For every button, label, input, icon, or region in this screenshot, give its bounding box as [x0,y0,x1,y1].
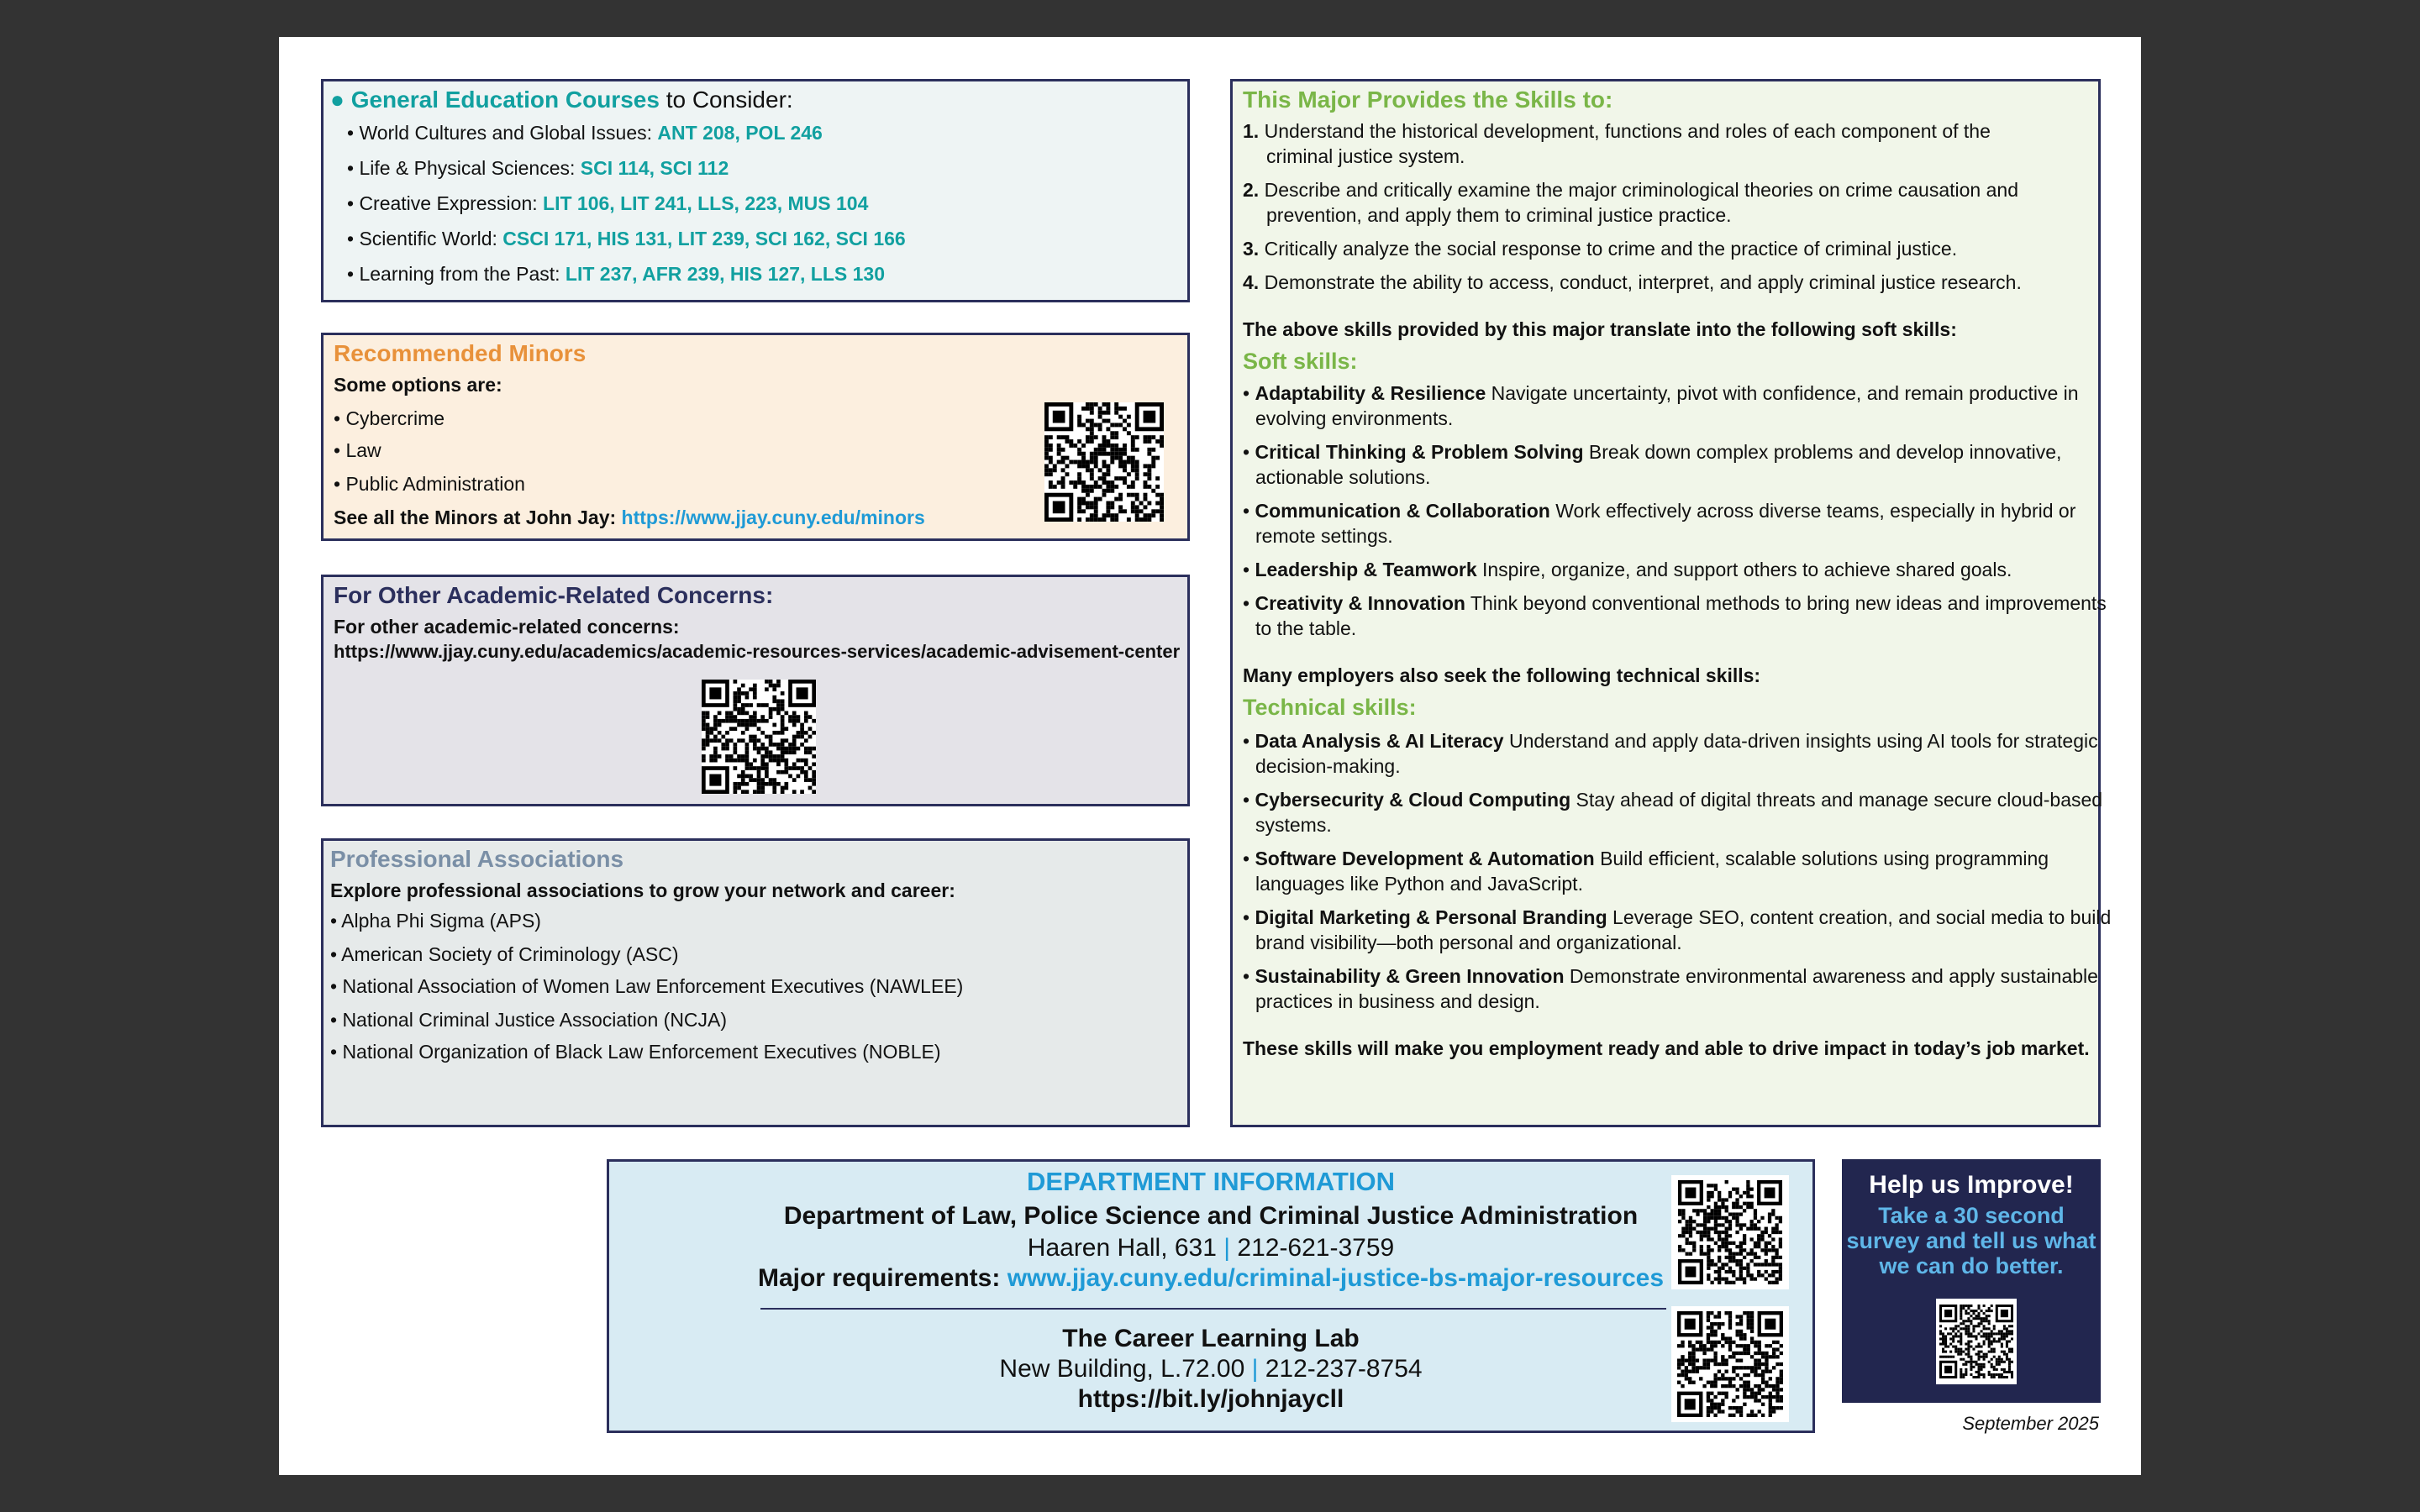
bullet-dot-icon: ● [330,87,345,113]
soft-skill-desc: Think beyond conventional methods to bring new ideas and improvements [1465,592,2107,614]
tech-skill-desc-cont: systems. [1255,814,1332,836]
tech-skill-desc: Stay ahead of digital threats and manage secure cloud-based [1570,789,2103,811]
gen-ed-item-label: • Learning from the Past: [347,263,566,285]
department-contact [609,1234,1812,1263]
skills-box [1230,79,2112,1127]
department-heading: DEPARTMENT INFORMATION [1027,1167,1395,1196]
department-location: Haaren Hall, 631 [1027,1234,1217,1262]
skill-text: Understand the historical development, functions and roles of each component of the [1264,120,1991,142]
survey-qr-code [1936,1299,2017,1384]
association-item: • National Association of Women Law Enforcement Executives (NAWLEE) [330,975,964,997]
gen-ed-item [347,228,906,250]
minors-qr-code [1044,402,1164,522]
tech-skill-desc: Build efficient, scalable solutions using programming [1594,848,2049,869]
minors-link[interactable]: https://www.jjay.cuny.edu/minors [621,507,925,528]
concerns-box [321,575,1190,806]
skills-title: This Major Provides the Skills to: [1243,87,1613,113]
soft-skill-name: Leadership & Teamwork [1255,559,1477,580]
tech-skill-desc: Understand and apply data-driven insights using AI tools for strategic [1503,730,2098,752]
soft-skills-title: Soft skills: [1243,349,1358,374]
skill-numbered-item [1243,238,1957,260]
gen-ed-box [321,79,1190,302]
gen-ed-item [347,157,729,180]
gen-ed-item [347,192,868,215]
skill-text-cont: criminal justice system. [1266,145,1465,167]
tech-skill-desc: Demonstrate environmental awareness and apply sustainable [1564,965,2098,987]
lab-name: The Career Learning Lab [1062,1325,1360,1352]
department-phone: 212-621-3759 [1237,1234,1395,1262]
gen-ed-heading [330,87,793,113]
minors-box [321,333,1190,541]
soft-skill-desc-cont: actionable solutions. [1255,466,1431,488]
tech-skill-name: Data Analysis & AI Literacy [1255,730,1504,752]
improve-title: Help us Improve! [1869,1171,2074,1199]
soft-skill-item: • Critical Thinking & Problem Solving Break down complex problems and develop innovative, [1243,441,2062,463]
tech-skill-desc-cont: practices in business and design. [1255,990,1540,1012]
association-item: • Alpha Phi Sigma (APS) [330,910,541,932]
concerns-link[interactable]: https://www.jjay.cuny.edu/academics/academic-resources-services/academic-advisement-center [334,641,1181,662]
gen-ed-item-label: • Life & Physical Sciences: [347,157,581,179]
skill-number: 1. [1243,120,1260,142]
tech-skill-desc: Leverage SEO, content creation, and social media to build [1607,906,2112,928]
tech-skill-item: • Software Development & Automation Build efficient, scalable solutions using programming [1243,848,2049,869]
gen-ed-item-courses: LIT 106, LIT 241, LLS, 223, MUS 104 [543,192,869,214]
tech-skill-name: Sustainability & Green Innovation [1255,965,1565,987]
lab-contact [609,1355,1812,1383]
soft-skill-item: • Leadership & Teamwork Inspire, organize, and support others to achieve shared goals. [1243,559,2012,580]
gen-ed-title-rest: to Consider: [666,87,793,113]
soft-skill-item: • Communication & Collaboration Work effectively across diverse teams, especially in hybrid or [1243,500,2076,522]
associations-subtitle: Explore professional associations to grow your network and career: [330,879,955,901]
concerns-subtitle: For other academic-related concerns: [334,616,680,638]
soft-skill-desc: Work effectively across diverse teams, especially in hybrid or [1549,500,2076,522]
minors-see-all-label: See all the Minors at John Jay: [334,507,622,528]
skill-text: Critically analyze the social response to crime and the practice of criminal justice. [1264,238,1958,260]
association-item: • National Criminal Justice Association (NCJA) [330,1009,728,1031]
lab-link[interactable]: https://bit.ly/johnjaycll [1077,1385,1344,1413]
concerns-qr-code [702,680,816,794]
gen-ed-item-courses: CSCI 171, HIS 131, LIT 239, SCI 162, SCI 166 [502,228,906,249]
soft-skill-item: • Creativity & Innovation Think beyond conventional methods to bring new ideas and improvements [1243,592,2107,614]
tech-skill-name: Digital Marketing & Personal Branding [1255,906,1607,928]
soft-skill-desc-cont: evolving environments. [1255,407,1454,429]
soft-skill-name: Creativity & Innovation [1255,592,1465,614]
association-item: • American Society of Criminology (ASC) [330,943,679,965]
soft-skill-desc: Inspire, organize, and support others to achieve shared goals. [1476,559,2012,580]
soft-skill-name: Adaptability & Resilience [1255,382,1486,404]
tech-skill-item: • Data Analysis & AI Literacy Understand and apply data-driven insights using AI tools for strategic [1243,730,2098,752]
gen-ed-item-courses: LIT 237, AFR 239, HIS 127, LLS 130 [565,263,886,285]
associations-title: Professional Associations [330,846,624,872]
lab-phone: 212-237-8754 [1265,1355,1423,1383]
gen-ed-item-label: • Creative Expression: [347,192,544,214]
gen-ed-item [347,122,823,144]
tech-skill-item: • Sustainability & Green Innovation Demonstrate environmental awareness and apply sustainable [1243,965,2098,987]
gen-ed-item [347,263,885,286]
skill-numbered-item [1243,271,2022,294]
tech-skill-desc-cont: languages like Python and JavaScript. [1255,873,1583,895]
separator: | [1244,1355,1265,1383]
soft-skill-name: Critical Thinking & Problem Solving [1255,441,1584,463]
lab-location: New Building, L.72.00 [999,1355,1245,1383]
tech-skill-item: • Cybersecurity & Cloud Computing Stay ahead of digital threats and manage secure cloud-based [1243,789,2103,811]
flyer-page [279,37,2141,1475]
minor-item: • Cybercrime [334,407,445,429]
improve-line: survey and tell us what [1846,1228,2096,1253]
gen-ed-item-courses: SCI 114, SCI 112 [580,157,729,179]
tech-skills-intro: Many employers also seek the following technical skills: [1243,664,1761,686]
gen-ed-item-label: • Scientific World: [347,228,503,249]
improve-line: we can do better. [1879,1253,2064,1278]
minors-title: Recommended Minors [334,340,587,366]
gen-ed-title: General Education Courses [350,87,660,113]
soft-skill-name: Communication & Collaboration [1255,500,1550,522]
date-label: September 2025 [1962,1413,2099,1434]
skill-number: 3. [1243,238,1260,260]
tech-skill-name: Cybersecurity & Cloud Computing [1255,789,1571,811]
skill-text: Demonstrate the ability to access, conduct, interpret, and apply criminal justice research. [1264,271,2022,293]
skill-numbered-item [1243,120,1991,143]
soft-skill-desc: Navigate uncertainty, pivot with confidence, and remain productive in [1486,382,2079,404]
tech-skill-name: Software Development & Automation [1255,848,1595,869]
department-qr-code [1671,1175,1789,1289]
major-req-link[interactable]: www.jjay.cuny.edu/criminal-justice-bs-major-resources [1007,1264,1665,1292]
soft-skill-desc-cont: to the table. [1255,617,1357,639]
gen-ed-item-label: • World Cultures and Global Issues: [347,122,658,144]
skill-text: Describe and critically examine the major criminological theories on crime causation and [1264,179,2018,201]
minors-see-all [334,507,925,529]
lab-qr-code [1671,1306,1789,1422]
soft-skill-item: • Adaptability & Resilience Navigate uncertainty, pivot with confidence, and remain productive in [1243,382,2079,404]
minors-subtitle: Some options are: [334,374,502,396]
tech-skill-desc-cont: decision-making. [1255,755,1401,777]
divider [760,1308,1666,1310]
gen-ed-item-courses: ANT 208, POL 246 [657,122,823,144]
improve-line: Take a 30 second [1878,1203,2065,1228]
minor-item: • Law [334,439,381,461]
tech-skill-item: • Digital Marketing & Personal Branding Leverage SEO, content creation, and social media to build [1243,906,2112,928]
concerns-title: For Other Academic-Related Concerns: [334,582,774,608]
soft-skills-intro: The above skills provided by this major translate into the following soft skills: [1243,318,1957,340]
department-name: Department of Law, Police Science and Criminal Justice Administration [783,1202,1639,1230]
tech-skills-title: Technical skills: [1243,695,1417,720]
separator: | [1216,1234,1238,1262]
association-item: • National Organization of Black Law Enforcement Executives (NOBLE) [330,1041,941,1063]
minor-item: • Public Administration [334,473,525,495]
department-box [607,1159,1815,1433]
tech-skill-desc-cont: brand visibility—both personal and organizational. [1255,932,1682,953]
major-requirements [609,1264,1812,1293]
major-req-label: Major requirements: [757,1264,1007,1292]
skill-number: 2. [1243,179,1260,201]
skill-numbered-item [1243,179,2018,202]
skill-text-cont: prevention, and apply them to criminal justice practice. [1266,204,1732,226]
soft-skill-desc: Break down complex problems and develop innovative, [1583,441,2062,463]
associations-box [321,838,1190,1127]
soft-skill-desc-cont: remote settings. [1255,525,1393,547]
improve-box [1842,1159,2101,1403]
skills-closing: These skills will make you employment ready and able to drive impact in today’s job market. [1243,1037,2090,1059]
skill-number: 4. [1243,271,1260,293]
